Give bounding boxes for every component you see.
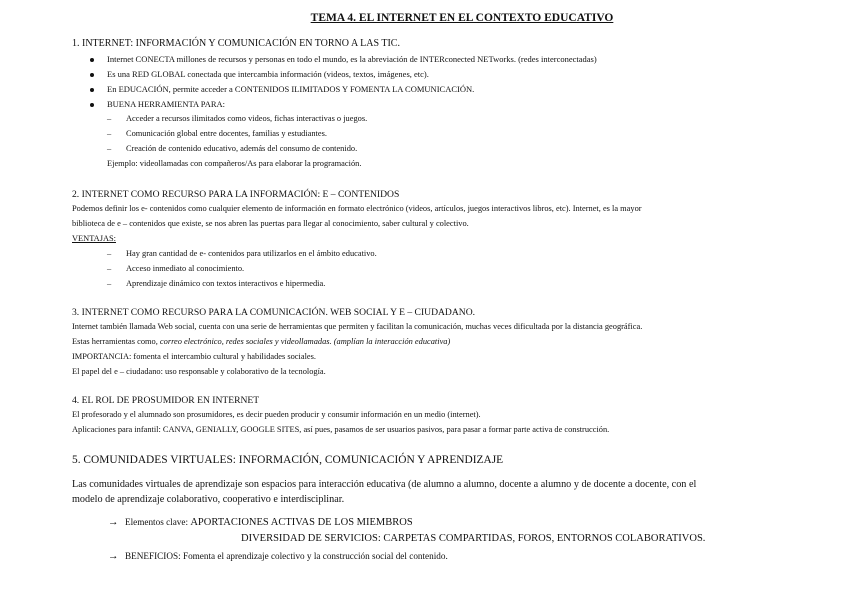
bullet-dot-icon [90,103,94,107]
ventaja-text: Hay gran cantidad de e- contenidos para utilizarlos en el ámbito educativo. [126,249,377,258]
bullet-text: Es una RED GLOBAL conectada que intercambia información (videos, textos, imágenes, etc). [107,69,429,79]
e-ciudadano-line: El papel del e – ciudadano: uso responsable y colaborativo de la tecnología. [72,367,326,376]
section-5-heading: 5. COMUNIDADES VIRTUALES: INFORMACIÓN, COMUNICACIÓN Y APRENDIZAJE [72,454,504,466]
section-3-paragraph-line-2 [72,337,450,346]
importancia-line: IMPORTANCIA: fomenta el intercambio cultural y habilidades sociales. [72,352,316,361]
beneficios-text [125,551,448,562]
section-5-paragraph-line-2: modelo de aprendizaje colaborativo, cooperativo e interdisciplinar. [72,494,345,505]
document-title: TEMA 4. EL INTERNET EN EL CONTEXTO EDUCATIVO [310,12,614,24]
sub-item-text: Comunicación global entre docentes, familias y estudiantes. [126,129,327,138]
arrow-right-icon: → [108,551,119,562]
beneficios-label: BENEFICIOS: [125,551,183,561]
dash-marker: – [107,144,112,153]
dash-marker: – [107,264,112,273]
dash-marker: – [107,129,112,138]
section-3-paragraph-line-1: Internet también llamada Web social, cuenta con una serie de herramientas que permiten y facilitan la comunicación, muchas veces dificultada por la distancia geográfica. [72,322,643,331]
ventajas-label: VENTAJAS: [72,234,116,243]
section-4-paragraph-line-2: Aplicaciones para infantil: CANVA, GENIALLY, GOOGLE SITES, así pues, pasamos de ser usuarios pasivos, para pasar a formar parte activa de construcción. [72,425,610,434]
dash-marker: – [107,279,112,288]
section-2-paragraph-line-1: Podemos definir los e- contenidos como cualquier elemento de información en formato electrónico (videos, artículos, juegos interactivos libros, etc). Internet, es la mayor [72,204,642,213]
section-1-heading: 1. INTERNET: INFORMACIÓN Y COMUNICACIÓN EN TORNO A LAS TIC. [72,38,400,49]
section-5-paragraph-line-1: Las comunidades virtuales de aprendizaje son espacios para interacción educativa (de alumno a alumno, docente a alumno y de docente a docente, con el [72,479,697,490]
section-4-heading: 4. EL ROL DE PROSUMIDOR EN INTERNET [72,395,260,406]
bullet-text: En EDUCACIÓN, permite acceder a CONTENIDOS ILIMITADOS Y FOMENTA LA COMUNICACIÓN. [107,84,475,94]
arrow-right-icon: → [108,517,119,528]
beneficios-value: Fomenta el aprendizaje colectivo y la construcción social del contenido. [182,551,448,561]
tools-italic: correo electrónico, redes sociales y videollamadas. (amplían la interacción educativa) [159,337,451,346]
sub-item-text: Acceder a recursos ilimitados como videos, fichas interactivas o juegos. [126,114,368,123]
sub-item-text: Creación de contenido educativo, además del consumo de contenido. [126,144,358,153]
ventaja-text: Aprendizaje dinámico con textos interactivos e hipermedia. [126,279,326,288]
bullet-dot-icon [90,58,94,62]
section-4-paragraph-line-1: El profesorado y el alumnado son prosumidores, es decir pueden producir y consumir información en un medio (internet). [72,410,481,419]
dash-marker: – [107,114,112,123]
elementos-clave-text [125,517,413,528]
bullet-dot-icon [90,73,94,77]
section-3-heading: 3. INTERNET COMO RECURSO PARA LA COMUNICACIÓN. WEB SOCIAL Y E – CIUDADANO. [72,307,476,318]
section-2-heading: 2. INTERNET COMO RECURSO PARA LA INFORMACIÓN: E – CONTENIDOS [72,189,400,200]
bullet-text: Internet CONECTA millones de recursos y personas en todo el mundo, es la abreviación de INTERconected NETworks. (redes interconectadas) [107,54,597,64]
example-line: Ejemplo: videollamadas con compañeros/As para elaborar la programación. [107,159,362,168]
elementos-clave-label: Elementos clave: [125,517,191,527]
bullet-text: BUENA HERRAMIENTA PARA: [107,99,226,109]
elementos-clave-value-2: DIVERSIDAD DE SERVICIOS: CARPETAS COMPARTIDAS, FOROS, ENTORNOS COLABORATIVOS. [241,533,706,544]
ventaja-text: Acceso inmediato al conocimiento. [126,264,245,273]
dash-marker: – [107,249,112,258]
tools-prefix: Estas herramientas como, [72,337,160,346]
elementos-clave-value-1: APORTACIONES ACTIVAS DE LOS MIEMBROS [190,517,413,528]
section-2-paragraph-line-2: biblioteca de e – contenidos que existe, se nos abren las puertas para llegar al conocimiento, saber cultural y colectivo. [72,219,469,228]
bullet-dot-icon [90,88,94,92]
